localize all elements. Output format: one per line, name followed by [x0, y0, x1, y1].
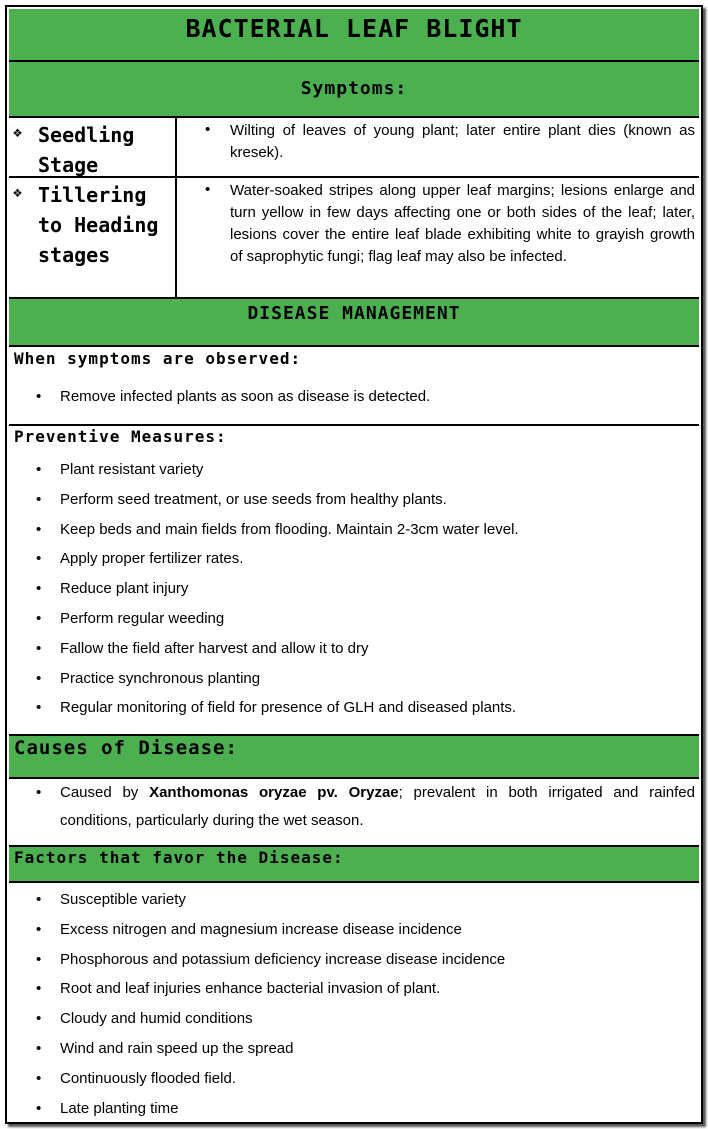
- preventive-section: [9, 426, 699, 736]
- bullet-icon: •: [36, 550, 42, 568]
- bullet-icon: •: [36, 388, 42, 405]
- title-band: [9, 9, 699, 62]
- causes-band: [9, 736, 699, 779]
- symptoms-band: [9, 62, 699, 118]
- bullet-icon: •: [36, 784, 42, 801]
- list-item: • Apply proper fertilizer rates.: [9, 548, 699, 578]
- bullet-icon: •: [36, 609, 42, 627]
- list-item: • Wind and rain speed up the spread: [9, 1038, 699, 1068]
- stage-description: [179, 118, 699, 176]
- list-item: • Practice synchronous planting: [9, 668, 699, 698]
- list-item: • Susceptible variety: [9, 889, 699, 919]
- list-item: • Cloudy and humid conditions: [9, 1008, 699, 1038]
- list-item: • Perform regular weeding: [9, 608, 699, 638]
- list-item: • Root and leaf injuries enhance bacterial invasion of plant.: [9, 978, 699, 1008]
- observed-heading: When symptoms are observed:: [14, 349, 302, 368]
- stage-label: Tillering to Heading stages: [38, 183, 159, 267]
- factsheet: [5, 5, 703, 1124]
- list-item: • Late planting time: [9, 1098, 699, 1128]
- list-item: • Continuously flooded field.: [9, 1068, 699, 1098]
- stage-label: Seedling Stage: [38, 123, 135, 177]
- diamond-bullet-icon: ❖: [13, 183, 23, 201]
- observed-list: [9, 386, 699, 416]
- factors-band: [9, 847, 699, 883]
- stage-description: [179, 178, 699, 297]
- bullet-icon: •: [36, 461, 42, 478]
- bullet-icon: •: [36, 490, 42, 508]
- management-heading: DISEASE MANAGEMENT: [247, 303, 461, 324]
- symptom-row-tillering: [9, 178, 699, 299]
- bullet-icon: •: [205, 181, 211, 198]
- list-item: • Reduce plant injury: [9, 578, 699, 608]
- list-item: • Phosphorous and potassium deficiency increase disease incidence: [9, 949, 699, 979]
- bullet-icon: •: [36, 520, 42, 538]
- description-text: Wilting of leaves of young plant; later entire plant dies (known as kresek).: [230, 122, 695, 161]
- bullet-icon: •: [205, 121, 211, 138]
- stage-cell: [9, 178, 177, 297]
- causes-text: • Caused by Xanthomonas oryzae pv. Oryzae; prevalent in both irrigated and rainfed conditions, particularly during the wet season.: [60, 779, 695, 835]
- pathogen-name: Xanthomonas oryzae pv. Oryzae: [149, 784, 399, 801]
- preventive-list: [9, 459, 699, 727]
- bullet-icon: •: [36, 669, 42, 687]
- bullet-icon: •: [36, 639, 42, 657]
- causes-section: [9, 779, 699, 847]
- bullet-icon: •: [36, 980, 42, 998]
- causes-heading: Causes of Disease:: [14, 737, 238, 759]
- bullet-icon: •: [36, 1069, 42, 1087]
- diamond-bullet-icon: ❖: [13, 123, 23, 141]
- description-text: Water-soaked stripes along upper leaf margins; lesions enlarge and turn yellow in few days affecting one or both sides of the leaf; later, lesions cover the entire leaf blade exhibiting white to grayish growth of saprophytic fungi; flag leaf may also be infected.: [230, 182, 695, 265]
- list-item: • Excess nitrogen and magnesium increase disease incidence: [9, 919, 699, 949]
- stage-cell: [9, 118, 177, 176]
- bullet-icon: •: [36, 1010, 42, 1028]
- list-item: • Keep beds and main fields from flooding. Maintain 2-3cm water level.: [9, 519, 699, 549]
- page-title: BACTERIAL LEAF BLIGHT: [185, 14, 523, 43]
- bullet-icon: •: [36, 1099, 42, 1117]
- symptoms-heading: Symptoms:: [300, 78, 408, 99]
- factors-list: [9, 889, 699, 1127]
- bullet-icon: •: [36, 580, 42, 598]
- list-item: • Regular monitoring of field for presence of GLH and diseased plants.: [9, 697, 699, 727]
- bullet-icon: •: [36, 891, 42, 908]
- list-item: • Remove infected plants as soon as disease is detected.: [9, 386, 699, 416]
- symptom-row-seedling: [9, 118, 699, 178]
- factors-section: [9, 883, 699, 1122]
- bullet-icon: •: [36, 920, 42, 938]
- bullet-icon: •: [36, 699, 42, 717]
- bullet-icon: •: [36, 1039, 42, 1057]
- observed-section: [9, 347, 699, 426]
- management-band: [9, 299, 699, 347]
- list-item: • Fallow the field after harvest and allow it to dry: [9, 638, 699, 668]
- factors-heading: Factors that favor the Disease:: [14, 848, 344, 867]
- list-item: • Plant resistant variety: [9, 459, 699, 489]
- bullet-icon: •: [36, 950, 42, 968]
- list-item: • Perform seed treatment, or use seeds from healthy plants.: [9, 489, 699, 519]
- preventive-heading: Preventive Measures:: [14, 427, 227, 446]
